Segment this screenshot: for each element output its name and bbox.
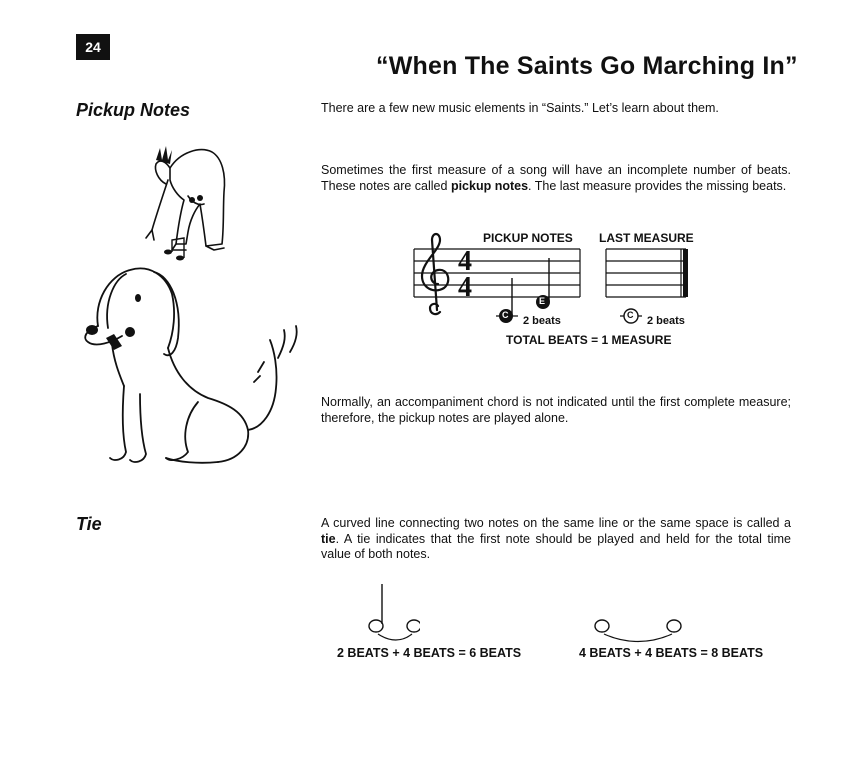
intro-paragraph: There are a few new music elements in “Saints.” Let’s learn about them. — [321, 101, 719, 115]
accompaniment-paragraph: Normally, an accompaniment chord is not indicated until the first complete measure; therefore, the pickup notes are played alone. — [321, 395, 791, 425]
note-c-open-letter: C — [627, 310, 634, 320]
boy-illustration — [140, 140, 240, 265]
pickup-diagram — [410, 226, 710, 356]
section-heading-pickup-notes: Pickup Notes — [76, 100, 191, 120]
time-signature-top: 4 — [458, 246, 472, 277]
beats-left-label: 2 beats — [523, 315, 561, 327]
pickup-paragraph — [321, 163, 791, 194]
tie-text-2: . A tie indicates that the first note should be played and held for the total time value of both notes. — [321, 531, 791, 561]
pickup-text-1: Sometimes the first measure of a song will have an incomplete number of beats. These notes are called — [321, 163, 791, 193]
total-beats-label: TOTAL BEATS = 1 MEASURE — [506, 333, 672, 347]
tie-text-1: A curved line connecting two notes on the same line or the same space is called a — [321, 516, 791, 530]
beats-right-label: 2 beats — [647, 315, 685, 327]
tie-example-1-notes — [360, 580, 420, 642]
pickup-term: pickup notes — [450, 178, 529, 193]
pickup-text-2: . The last measure provides the missing beats. — [528, 178, 787, 193]
note-e-letter: E — [539, 296, 546, 306]
time-signature-bottom: 4 — [458, 272, 472, 303]
last-measure-label: LAST MEASURE — [599, 231, 694, 245]
tie-example-2-equation: 4 BEATS + 4 BEATS = 8 BEATS — [579, 646, 764, 660]
page-title: “When The Saints Go Marching In” — [376, 52, 798, 80]
note-c-letter: C — [502, 310, 509, 320]
tie-paragraph — [321, 516, 791, 563]
dog-illustration — [78, 262, 318, 474]
page-number: 24 — [76, 34, 110, 60]
tie-term: tie — [321, 531, 336, 546]
section-heading-tie: Tie — [76, 514, 102, 534]
pickup-notes-label: PICKUP NOTES — [483, 231, 573, 245]
tie-example-2-notes — [590, 610, 690, 646]
tie-example-1-equation: 2 BEATS + 4 BEATS = 6 BEATS — [337, 646, 522, 660]
